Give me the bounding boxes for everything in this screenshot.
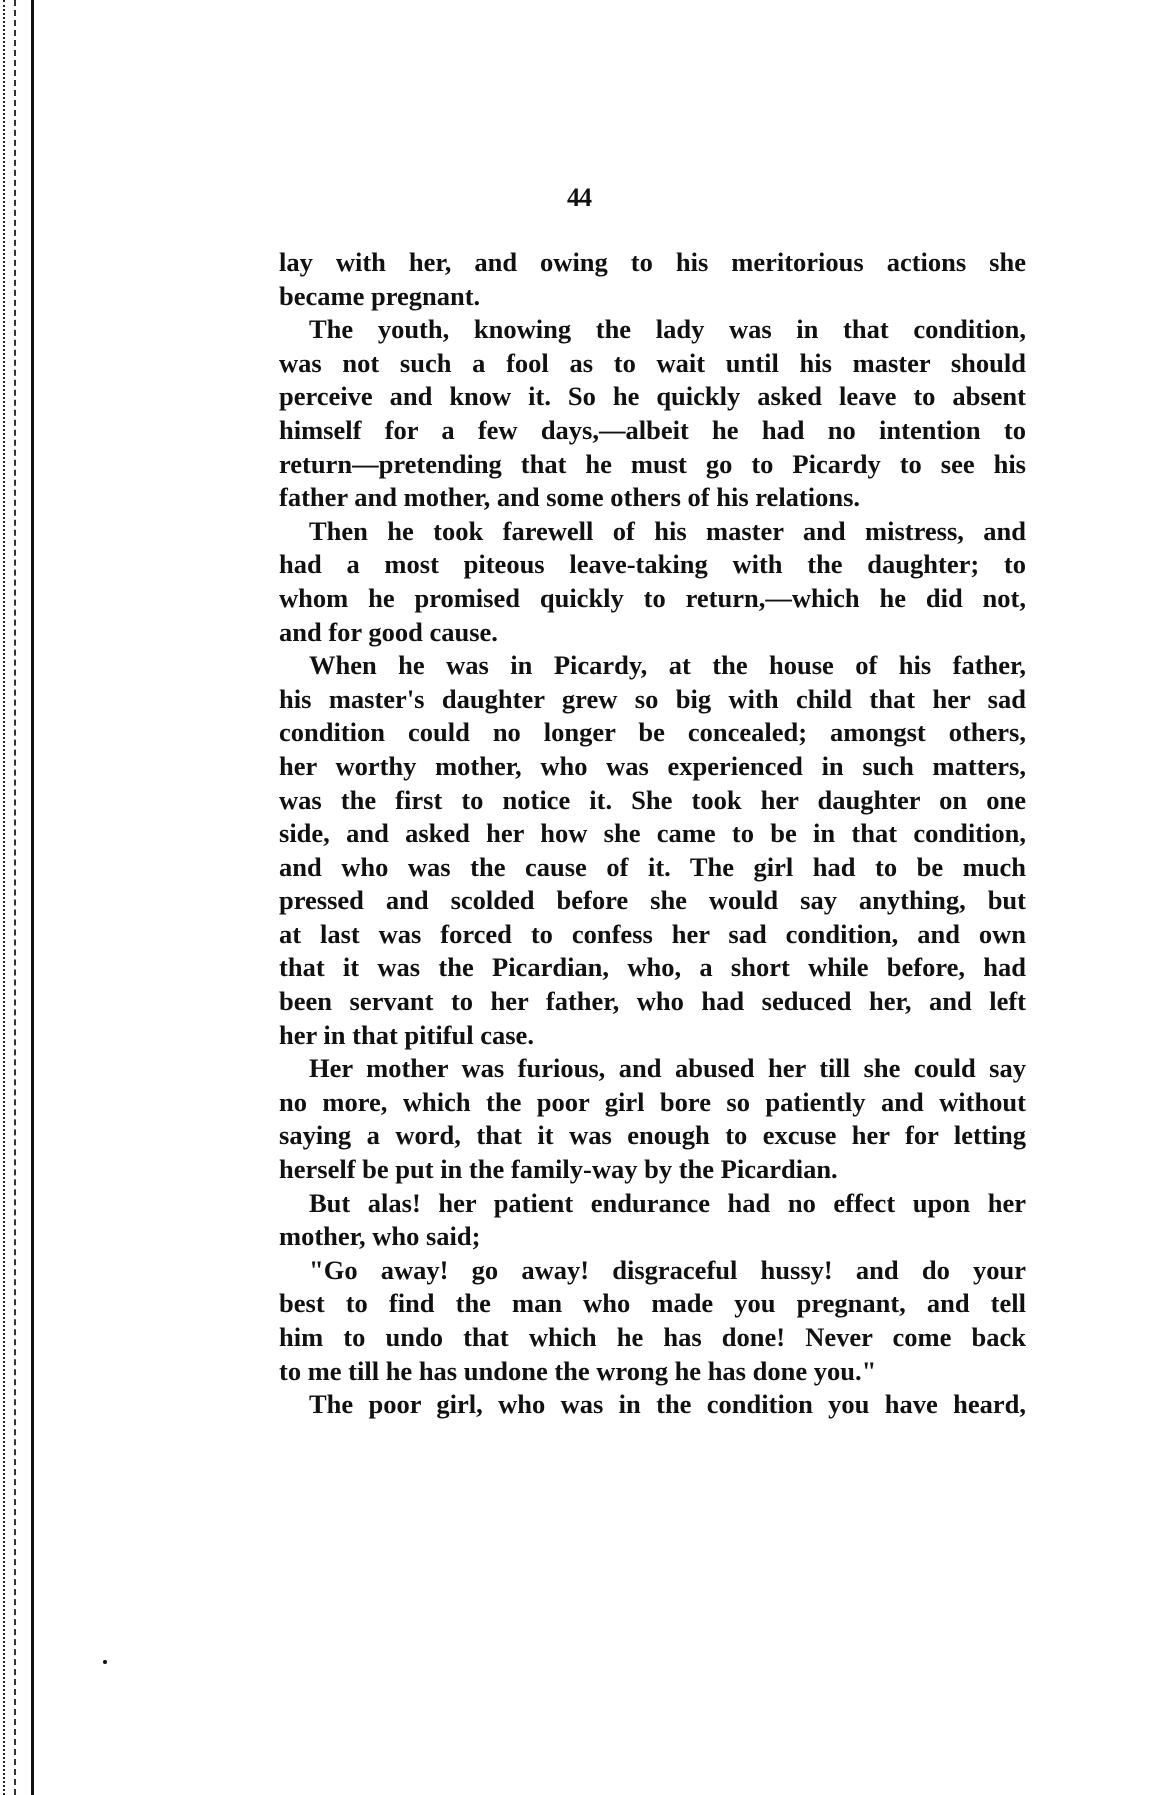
page-number: 44 xyxy=(567,183,591,212)
text-line: had a most piteous leave-taking with the daughter; to xyxy=(279,549,1026,580)
binding-line xyxy=(31,0,34,1795)
book-binding-edge xyxy=(0,0,40,1795)
text-line: himself for a few days,—albeit he had no intention to xyxy=(279,414,1026,445)
text-line: was not such a fool as to wait until his master should xyxy=(279,347,1026,378)
paragraph xyxy=(279,246,1026,313)
text-line: no more, which the poor girl bore so patiently and without xyxy=(279,1086,1026,1117)
text-line: saying a word, that it was enough to excuse her for letting xyxy=(279,1120,1026,1151)
text-line: her worthy mother, who was experienced in such matters, xyxy=(279,750,1026,781)
text-line: The poor girl, who was in the condition you have heard, xyxy=(309,1389,1026,1420)
scan-speck xyxy=(103,1660,107,1664)
paragraph xyxy=(279,313,1026,515)
text-line: that it was the Picardian, who, a short while before, had xyxy=(279,952,1026,983)
text-line: herself be put in the family-way by the Picardian. xyxy=(279,1154,838,1185)
text-line: became pregnant. xyxy=(279,280,481,311)
text-line: and who was the cause of it. The girl had to be much xyxy=(279,851,1026,882)
text-line: side, and asked her how she came to be in that condition, xyxy=(279,818,1026,849)
text-line: to me till he has undone the wrong he has done you." xyxy=(279,1355,877,1386)
text-line: "Go away! go away! disgraceful hussy! and do your xyxy=(309,1254,1026,1285)
paragraph xyxy=(279,1388,1026,1422)
text-line: was the first to notice it. She took her daughter on one xyxy=(279,784,1026,815)
text-line: at last was forced to confess her sad condition, and own xyxy=(279,918,1026,949)
text-line: whom he promised quickly to return,—which he did not, xyxy=(279,582,1026,613)
text-line: him to undo that which he has done! Never come back xyxy=(279,1322,1026,1352)
text-line: condition could no longer be concealed; amongst others, xyxy=(279,717,1026,748)
text-line: mother, who said; xyxy=(279,1221,481,1252)
paragraph xyxy=(279,649,1026,1052)
text-line: Her mother was furious, and abused her till she could say xyxy=(309,1053,1026,1084)
text-line: been servant to her father, who had seduced her, and left xyxy=(279,986,1026,1017)
text-line: his master's daughter grew so big with child that her sad xyxy=(279,683,1026,714)
text-line: best to find the man who made you pregnant, and tell xyxy=(279,1288,1026,1319)
binding-line xyxy=(3,0,7,1795)
text-line: But alas! her patient endurance had no effect upon her xyxy=(309,1187,1026,1218)
binding-line xyxy=(14,0,18,1795)
paragraph xyxy=(279,1254,1026,1388)
text-line: pressed and scolded before she would say anything, but xyxy=(279,885,1026,916)
body-text xyxy=(279,246,1026,1422)
text-line: return—pretending that he must go to Picardy to see his xyxy=(279,448,1026,479)
text-line: her in that pitiful case. xyxy=(279,1019,534,1050)
paragraph xyxy=(279,1052,1026,1186)
paragraph xyxy=(279,1187,1026,1254)
text-line: father and mother, and some others of his relations. xyxy=(279,482,861,513)
text-line: The youth, knowing the lady was in that condition, xyxy=(309,314,1026,345)
text-line: Then he took farewell of his master and mistress, and xyxy=(309,515,1026,546)
text-line: perceive and know it. So he quickly asked leave to absent xyxy=(279,381,1026,412)
text-line: When he was in Picardy, at the house of his father, xyxy=(309,650,1026,681)
text-line: and for good cause. xyxy=(279,616,498,647)
paragraph xyxy=(279,515,1026,649)
text-line: lay with her, and owing to his meritorious actions she xyxy=(279,247,1026,277)
